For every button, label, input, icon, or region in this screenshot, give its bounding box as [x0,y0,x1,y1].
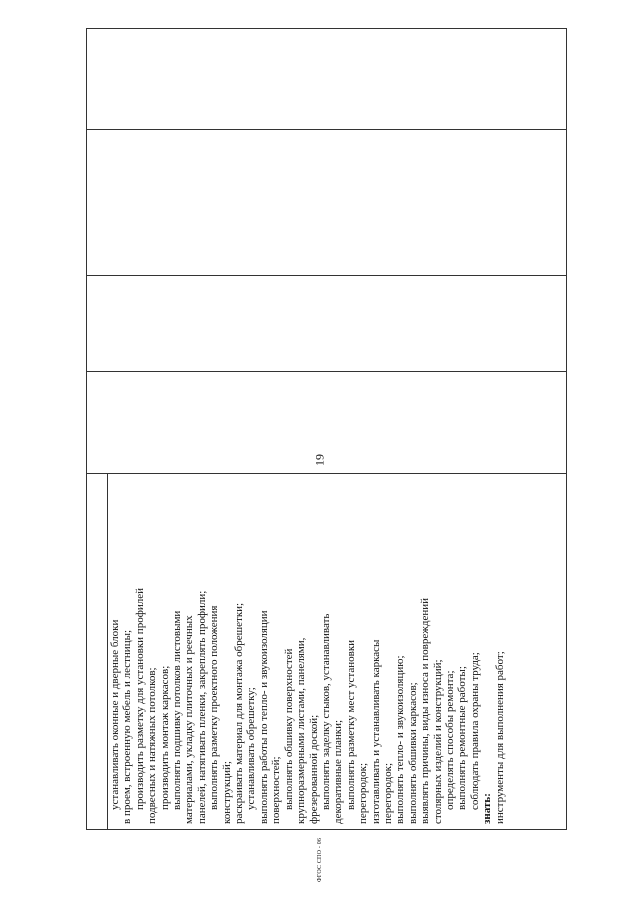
table-row-divider [87,275,566,276]
text-line: поверхностей; [270,756,283,824]
text-line: инструменты для выполнения работ; [493,651,506,824]
text-line: выполнять обшивки каркасов; [406,682,419,824]
text-line: выявлять причины, виды износа и повреждений [419,598,432,824]
text-line: выполнять обшивку поверхностей [282,648,295,810]
text-line: выполнять тепло- и звукоизоляцию; [394,655,407,824]
text-line: перегородок; [357,762,370,824]
text-line: знать: [481,793,494,824]
text-line: перегородок; [381,762,394,824]
text-line: материалами, укладку плиточных и реечных [183,615,196,824]
text-line: выполнять подшивку потолков листовыми [171,610,184,810]
competency-table [86,28,567,830]
text-line: крупноразмерными листами, панелями, [295,637,308,824]
skills-cell [107,473,568,830]
text-line: конструкций; [220,761,233,824]
text-line: в проем, встроенную мебель и лестницы; [121,629,134,824]
text-line: выполнять ремонтные работы; [456,666,469,810]
table-row-divider [87,129,566,130]
text-line: выполнять работы по тепло- и звукоизоляции [257,610,270,824]
text-line: фрезерованной доской; [307,714,320,824]
text-line: соблюдать правила охраны труда; [468,652,481,810]
text-line: устанавливать обрешетку; [245,687,258,810]
text-line: выполнять заделку стыков, устанавливать [319,613,332,810]
footer-code: ФГОС СПО - 06 [317,837,323,883]
text-line: панелей, натягивать пленки, закреплять профили; [195,590,208,824]
text-line: определять способы ремонта; [443,670,456,810]
table-row-divider [87,371,566,372]
text-line: подвесных и натяжных потолков; [146,667,159,824]
skills-list [107,473,568,830]
page-number: 19 [312,454,327,466]
text-line: выполнять разметку проектного положения [208,605,221,810]
text-line: изготавливать и устанавливать каркасы [369,639,382,824]
text-line: устанавливать оконные и дверные блоки [109,619,121,810]
rotated-cell-text [107,473,568,830]
text-line: выполнять разметку мест установки [344,639,357,810]
text-line: производить монтаж каркасов; [158,665,171,810]
text-line: декоративные планки; [332,719,345,824]
text-line: столярных изделий и конструкций; [431,659,444,824]
text-line: производить разметку для установки профилей [133,588,146,810]
text-line: раскраивать материал для монтажа обрешетки; [233,602,246,824]
